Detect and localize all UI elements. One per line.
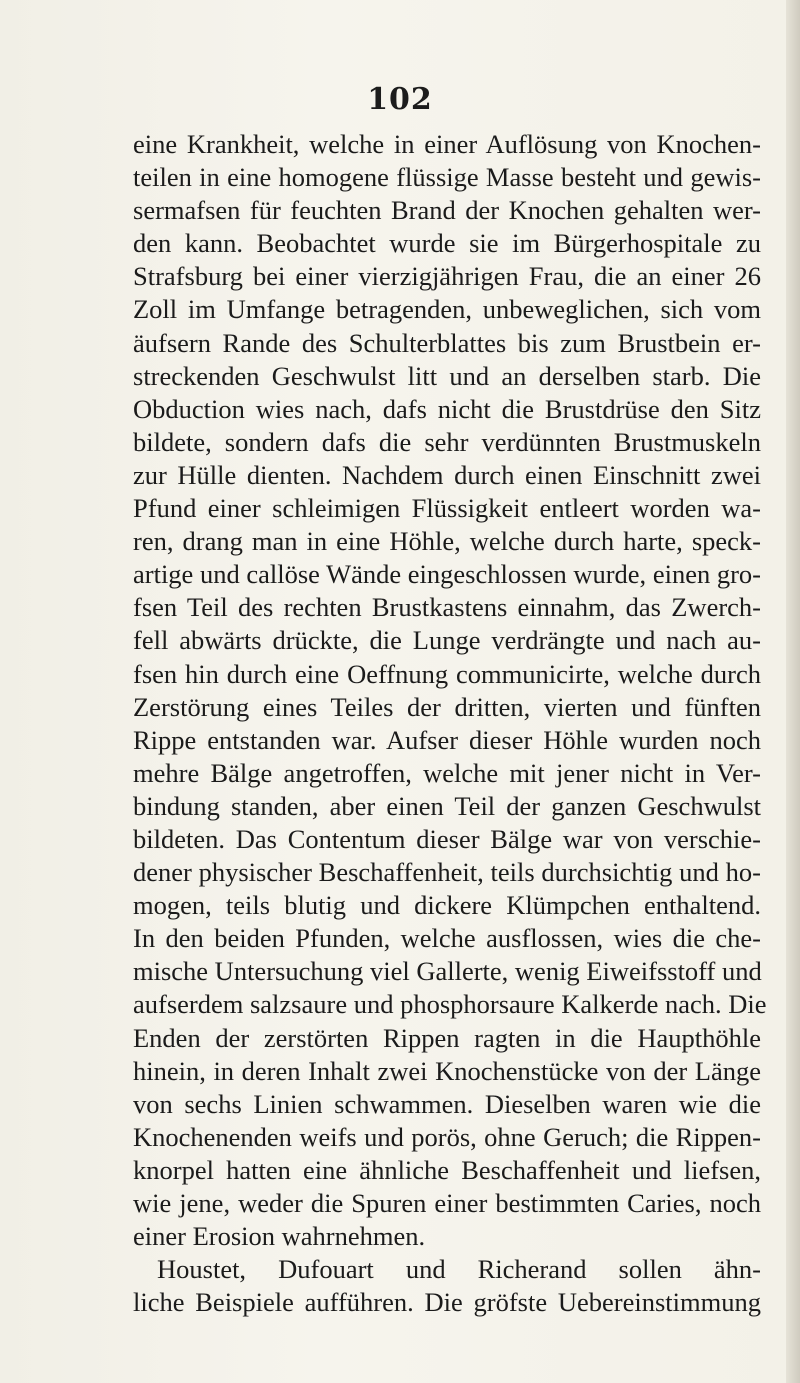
text-line: äufsern Rande des Schulterblattes bis zum Brustbein er- bbox=[133, 327, 761, 358]
text-line: den kann. Beobachtet wurde sie im Bürgerhospitale zu bbox=[133, 228, 761, 259]
page-edge bbox=[786, 0, 800, 1383]
text-line: fell abwärts drückte, die Lunge verdrängte und nach au- bbox=[133, 625, 761, 656]
text-line: Zoll im Umfange betragenden, unbeweglichen, sich vom bbox=[133, 294, 761, 325]
text-line: eine Krankheit, welche in einer Auflösung von Knochen- bbox=[133, 129, 761, 159]
text-line: fsen Teil des rechten Brustkastens einnahm, das Zwerch- bbox=[133, 592, 761, 623]
text-line: Rippe entstanden war. Aufser dieser Höhle wurden noch bbox=[133, 724, 761, 755]
body-text bbox=[133, 128, 767, 1319]
text-line: bindung standen, aber einen Teil der ganzen Geschwulst bbox=[133, 790, 761, 821]
text-line: fsen hin durch eine Oeffnung communicirte, welche durch bbox=[133, 658, 761, 689]
page-number: 102 bbox=[367, 82, 433, 117]
text-line: liche Beispiele aufführen. Die gröfste Uebereinstimmung bbox=[133, 1287, 761, 1318]
text-line: streckenden Geschwulst litt und an derselben starb. Die bbox=[133, 360, 761, 391]
text-line: wie jene, weder die Spuren einer bestimmten Caries, noch bbox=[133, 1188, 761, 1218]
text-line: mische Untersuchung viel Gallerte, wenig Eiweifsstoff und bbox=[133, 956, 762, 987]
text-line: einer Erosion wahrnehmen. bbox=[133, 1221, 426, 1252]
text-line: knorpel hatten eine ähnliche Beschaffenheit und liefsen, bbox=[133, 1154, 761, 1185]
text-line: In den beiden Pfunden, welche ausflossen, wies die che- bbox=[133, 923, 761, 954]
text-line: Pfund einer schleimigen Flüssigkeit entleert worden wa- bbox=[133, 493, 761, 524]
text-line: Knochenenden weifs und porös, ohne Geruch; die Rippen- bbox=[133, 1121, 761, 1152]
text-line: sermafsen für feuchten Brand der Knochen gehalten wer- bbox=[133, 195, 761, 226]
text-line: Enden der zerstörten Rippen ragten in die Haupthöhle bbox=[133, 1022, 761, 1053]
text-line: Obduction wies nach, dafs nicht die Brustdrüse den Sitz bbox=[133, 393, 761, 424]
text-line: hinein, in deren Inhalt zwei Knochenstücke von der Länge bbox=[133, 1055, 761, 1086]
text-line: teilen in eine homogene flüssige Masse besteht und gewis- bbox=[133, 162, 761, 193]
text-line: Zerstörung eines Teiles der dritten, vierten und fünften bbox=[133, 691, 761, 722]
text-line: bildete, sondern dafs die sehr verdünnten Brustmuskeln bbox=[133, 426, 761, 457]
text-line: Houstet, Dufouart und Richerand sollen ähn- bbox=[157, 1254, 761, 1285]
text-line: zur Hülle dienten. Nachdem durch einen Einschnitt zwei bbox=[133, 459, 761, 490]
text-line: Strafsburg bei einer vierzigjährigen Frau, die an einer 26 bbox=[133, 261, 761, 292]
text-line: mogen, teils blutig und dickere Klümpchen enthaltend. bbox=[133, 890, 761, 921]
text-line: von sechs Linien schwammen. Dieselben waren wie die bbox=[133, 1088, 761, 1119]
text-line: bildeten. Das Contentum dieser Bälge war von verschie- bbox=[133, 823, 761, 854]
text-line: ren, drang man in eine Höhle, welche durch harte, speck- bbox=[133, 526, 761, 557]
text-line: mehre Bälge angetroffen, welche mit jener nicht in Ver- bbox=[133, 757, 761, 788]
text-line: aufserdem salzsaure und phosphorsaure Kalkerde nach. Die bbox=[133, 989, 767, 1020]
text-line: artige und callöse Wände eingeschlossen wurde, einen gro- bbox=[133, 559, 761, 590]
text-line: dener physischer Beschaffenheit, teils durchsichtig und ho- bbox=[133, 857, 761, 888]
